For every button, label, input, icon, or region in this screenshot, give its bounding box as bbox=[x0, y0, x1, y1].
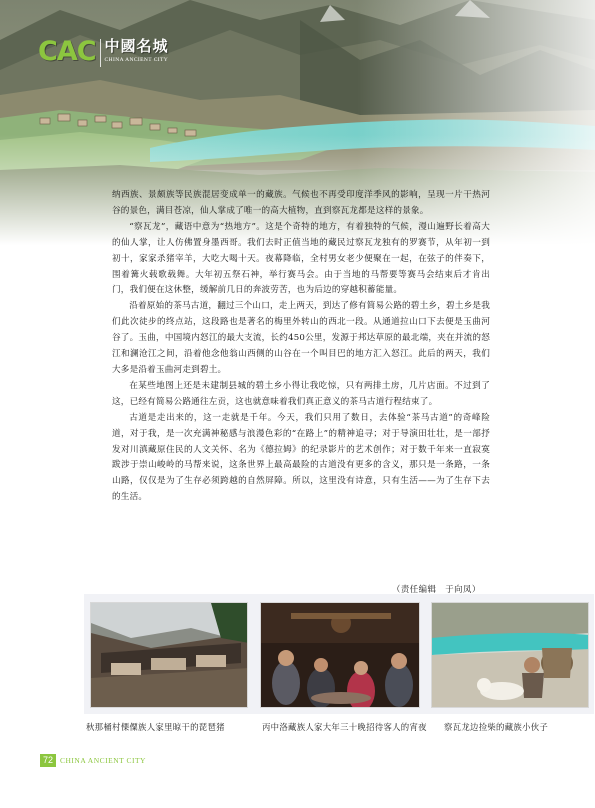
article-body bbox=[112, 188, 490, 506]
page-folio bbox=[40, 754, 146, 767]
logo-chinese-name: 中國名城 bbox=[104, 37, 169, 55]
photo-caption: 秋那桶村傈僳族人家里晾干的琵琶猪 bbox=[86, 722, 225, 732]
article-paragraph: 沿着原始的茶马古道，翻过三个山口，走上两天，到达了修有简易公路的碧土乡，碧土乡是我们此次徒步的终点站，这段路也是著名的梅里外转山的西北一段。从通道拉山口下去便是玉曲河谷了。玉曲，中国境内怒江的最大支流，长约450公里，发源于邦达草原的最北端，夹在并流的怒江和澜沧江之间，沿着他念他翁山西侧的山谷在一个叫目巴的地方汇入怒江。此后的两天，我们大多是沿着玉曲河走到碧土。 bbox=[112, 301, 490, 375]
page-number: 72 bbox=[40, 754, 56, 767]
photo-drying-pork bbox=[90, 602, 248, 708]
logo-english-name: CHINA ANCIENT CITY bbox=[104, 57, 169, 63]
folio-magazine-name: CHINA ANCIENT CITY bbox=[60, 756, 146, 765]
photo-new-year-supper bbox=[260, 602, 420, 708]
article-paragraph: 古道是走出来的，这一走就是千年。今天，我们只用了数日，去体验“茶马古道”的奇峰险道，对于我，是一次充满神秘感与浪漫色彩的“在路上”的精神追寻；对于导演田壮壮，是一部抒发对川滇藏原住民的人文关怀、名为《德拉姆》的纪录影片的艺术创作；对于数千年来一直寂寞跋涉于崇山峻岭的马帮来说，这条世界上最高最险的古道没有更多的含义，那只是一条路，一条山路，仅仅是为了生存必须跨越的自然屏障。所以，这里没有诗意，只有生活——为了生存下去的生活。 bbox=[112, 412, 490, 503]
photo-caption: 察瓦龙边捡柴的藏族小伙子 bbox=[444, 722, 549, 732]
photo-firewood-youth bbox=[431, 602, 589, 708]
logo-brand: CAC bbox=[38, 36, 96, 67]
article-paragraph: 在某些地图上还是未建制县城的碧土乡小得让我吃惊，只有两排土房，几片店面。不过到了这，已经有简易公路通往左贡，这也就意味着我们真正意义的茶马古道行程结束了。 bbox=[112, 380, 490, 407]
editor-credit: （责任编辑 于向凤） bbox=[392, 584, 481, 594]
photo-strip bbox=[84, 594, 594, 714]
logo-divider bbox=[100, 39, 101, 67]
magazine-logo bbox=[38, 38, 169, 67]
article-paragraph: “察瓦龙”，藏语中意为“热地方”。这是个奇特的地方，有着独特的气候，漫山遍野长着高大的仙人掌，让人仿佛置身墨西哥。我们去时正值当地的藏民过察瓦龙独有的罗赛节，从年初一到初十，家家杀猪宰羊，大吃大喝十天。夜幕降临，全村男女老少便聚在一起，在弦子的伴奏下，围着篝火载歌载舞。大年初五祭石神，举行赛马会。由于当地的马帮要等赛马会结束后才肯出门，我们便在这休整，缓解前几日的奔波劳苦，也为后边的穿越积蓄能量。 bbox=[112, 221, 490, 296]
logo-text-block bbox=[105, 38, 169, 63]
photo-caption: 丙中洛藏族人家大年三十晚招待客人的宵夜 bbox=[262, 722, 427, 732]
article-paragraph: 纳西族、景颇族等民族混居变成单一的藏族。气候也不再受印度洋季风的影响，呈现一片干热河谷的景色，满目苍凉，仙人掌成了唯一的高大植物，直到察瓦龙都是这样的景象。 bbox=[112, 190, 490, 216]
